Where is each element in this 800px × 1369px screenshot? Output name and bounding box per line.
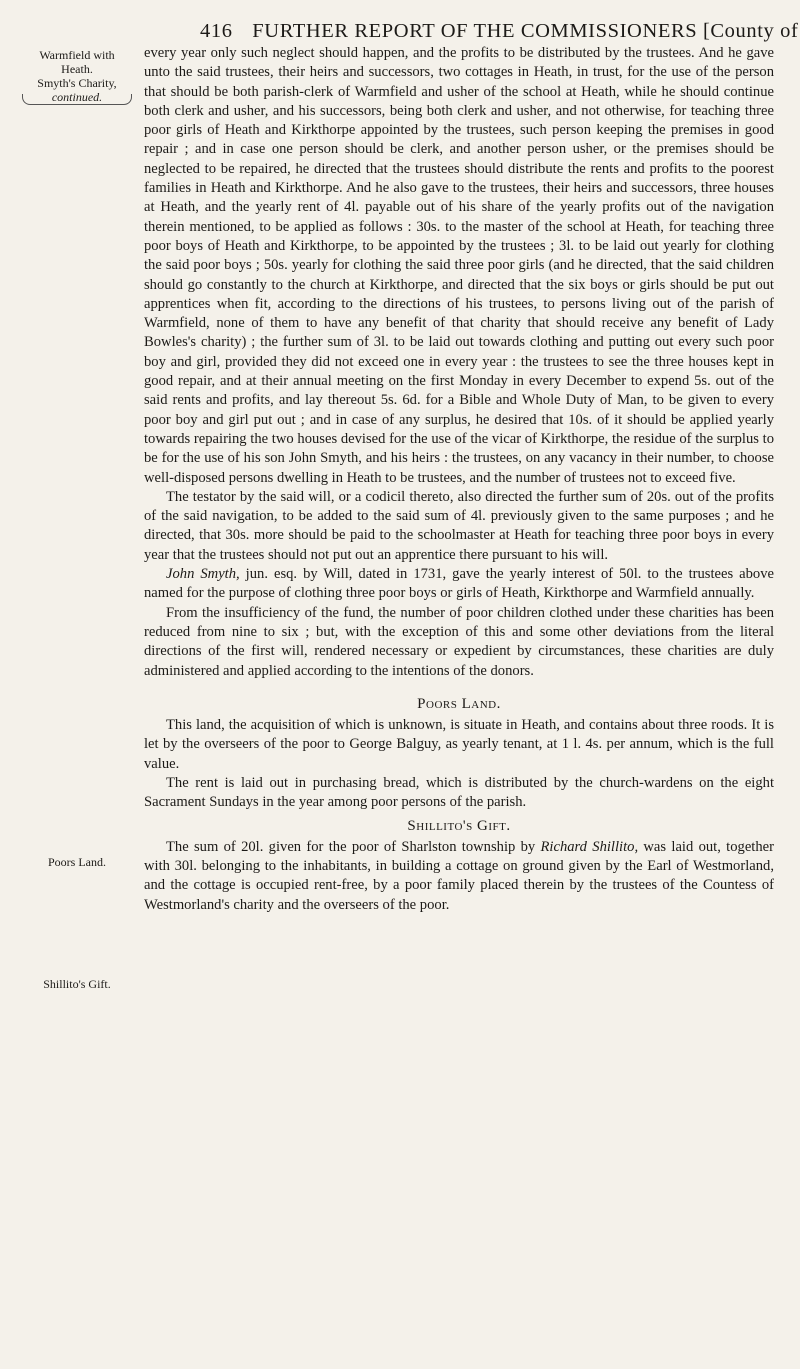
margin-note-shillito: Shillito's Gift. (43, 977, 111, 991)
margin-note-warmfield (22, 48, 132, 76)
paragraph: The rent is laid out in purchasing bread, which is distributed by the church-wardens on the eight Sacrament Sundays in the year among poor persons of the parish. (144, 774, 774, 811)
margin-note-line: Warmfield with (39, 48, 115, 62)
paragraph: This land, the acquisition of which is unknown, is situate in Heath, and contains about three roods. It is let by the overseers of the poor to George Balguy, as yearly tenant, at 1 l. 4s. per annum, which is the full value. (144, 717, 774, 772)
page-number: 416 (200, 20, 233, 42)
margin-note-line: Heath. (61, 62, 93, 76)
paragraph-text: was laid out, together with 30l. belonging to the inhabitants, in building a cottage on ground given by the Earl of Westmorland, and the cottage is occupied rent-free, by a poor family placed therein by the trustees of the Countess of Westmorland's charity and the overseers of the poor. (144, 838, 774, 913)
paragraph: From the insufficiency of the fund, the number of poor children clothed under these charities has been reduced from nine to six ; but, with the exception of this and some other deviations from the literal directions of the first will, rendered necessary or expedient by circumstances, these charities are duly administered and applied according to the intentions of the donors. (144, 604, 774, 679)
running-title: FURTHER REPORT OF THE COMMISSIONERS (252, 20, 698, 42)
person-name: Richard Shillito, (540, 838, 639, 855)
paragraph: every year only such neglect should happen, and the profits to be distributed by the trustees. And he gave unto the said trustees, their heirs and successors, two cottages in Heath, in trust, for the use of the person that should be both parish-clerk of Warmfield and usher of the school at Heath, while he should continue both clerk and usher, and his successors, being both clerk and usher, and not otherwise, for teaching three poor girls of Heath and Kirkthorpe appointed by the trustees, such person keeping the premises in good repair ; and in case one person should be clerk, and another person usher, or the premises should be neglected to be repaired, he directed that the trustees should distribute the rents and profits to the poorest families in Heath and Kirkthorpe. And he also gave to the trustees, their heirs and successors, three houses at Heath, and the yearly rent of 4l. payable out of his share of the yearly profits out of the navigation therein mentioned, to be applied as follows : 30s. to the master of the school at Heath, for teaching three poor boys of Heath and Kirkthorpe, to be appointed by the trustees ; 3l. to be laid out yearly for clothing the said poor boys ; 50s. yearly for clothing the said three poor girls (and he directed, that the said children should go constantly to the church at Kirkthorpe, and directed that the six boys or girls should be put out apprentices when fit, according to the directions of his trustees, to persons living out of the parish of Warmfield, none of them to have any benefit of that charity that should receive any benefit of Lady Bowles's charity) ; the further sum of 3l. to be laid out towards clothing and putting out every such poor boy and girl, provided they did not exceed one in every year : the trustees to see the three houses kept in good repair, and at their annual meeting on the first Monday in every December to expend 5s. out of the said rents and profits, and lay thereout 5s. 6d. for a Bible and Whole Duty of Man, to be given to every poor boy and girl put out ; and in case of any surplus, he desired that 10s. of it should be applied yearly towards repairing the two houses devised for the use of the vicar of Kirkthorpe, the residue of the surplus to be for the use of his son John Smyth, and his heirs : the trustees, on any vacancy in their number, to choose well-disposed persons dwelling in Heath to be trustees, and the number of trustees not to exceed five. (144, 45, 774, 486)
paragraph (144, 838, 774, 915)
paragraph (144, 565, 774, 604)
running-title-county: [County of (702, 20, 799, 42)
person-name: John Smyth, (166, 566, 240, 583)
paragraph-text: The sum of 20l. given for the poor of Sharlston township by (166, 838, 541, 855)
paragraph-text: jun. esq. by Will, dated in 1731, gave the yearly interest of 50l. to the trustees above named for the purpose of clothing three poor boys or girls of Heath, Kirkthorpe and Warmfield annually. (144, 566, 774, 602)
running-header (200, 20, 800, 43)
margin-note-line: continued. (51, 90, 103, 104)
section-heading-poors-land: Poors Land. (417, 695, 501, 712)
margin-note-poors-land: Poors Land. (48, 855, 106, 869)
margin-brace (22, 94, 132, 105)
paragraph: The testator by the said will, or a codicil thereto, also directed the further sum of 20s. out of the profits of the said navigation, to be added to the said sum of 4l. previously given to the same purposes ; and he directed, that 30s. more should be paid to the schoolmaster at Heath for teaching three poor boys in every year that the trustees should not put out an apprentice there pursuant to his will. (144, 488, 774, 563)
document-body (144, 44, 774, 915)
margin-note-line: Smyth's Charity, (37, 76, 117, 90)
section-heading-shillito: Shillito's Gift. (407, 817, 511, 834)
